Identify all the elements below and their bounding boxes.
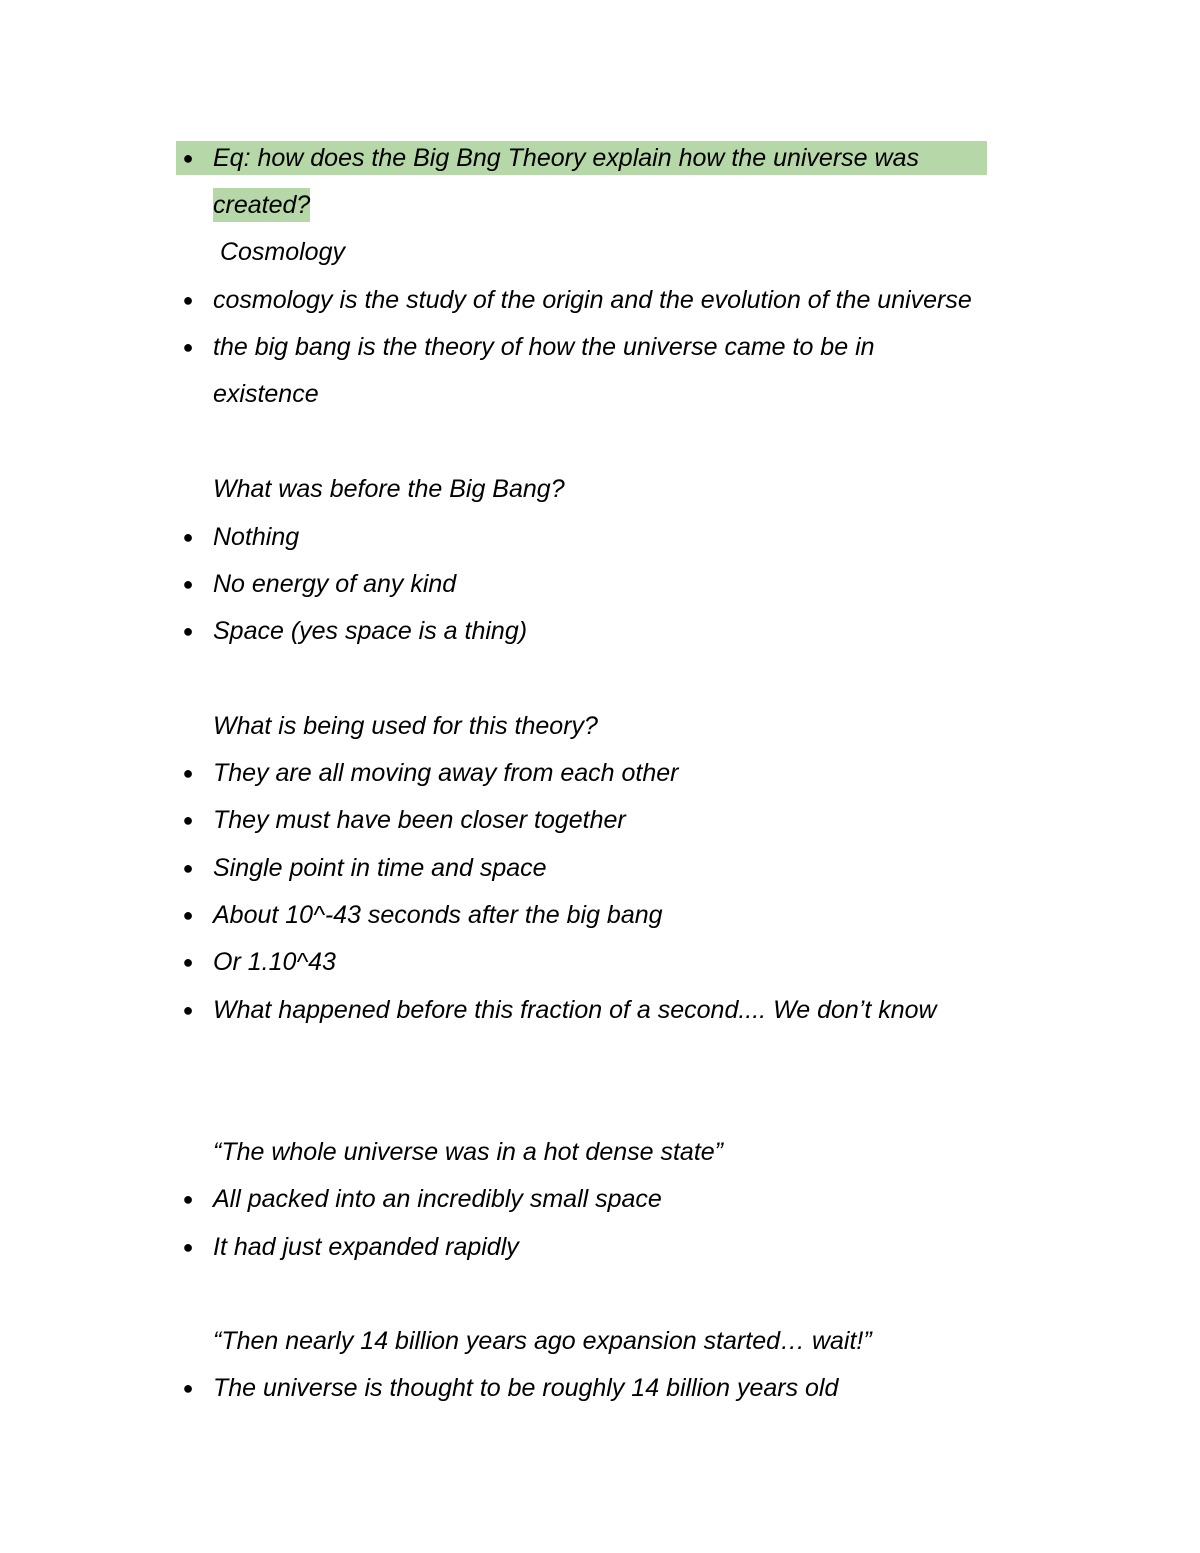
list-item-text: the big bang is the theory of how the universe came to be in [213, 333, 875, 361]
list-item-text: No energy of any kind [213, 570, 457, 598]
bullet-icon: ● [182, 1000, 194, 1020]
list-item-text: What happened before this fraction of a second.... We don’t know [213, 996, 937, 1024]
section-heading-text: What is being used for this theory? [213, 712, 598, 740]
bullet-icon: ● [182, 810, 194, 830]
section-heading-text: “Then nearly 14 billion years ago expansion started… wait!” [213, 1327, 872, 1355]
bullet-icon: ● [182, 574, 194, 594]
list-item-text: cosmology is the study of the origin and the evolution of the universe [213, 286, 972, 314]
list-item-text: About 10^-43 seconds after the big bang [213, 901, 663, 929]
section-heading-text: What was before the Big Bang? [213, 475, 565, 503]
bullet-icon: ● [182, 621, 194, 641]
bullet-icon: ● [182, 1378, 194, 1398]
list-item-text: Nothing [213, 523, 300, 551]
bullet-icon: ● [182, 1237, 194, 1257]
list-item-text: existence [213, 380, 319, 408]
list-item-text: It had just expanded rapidly [213, 1233, 519, 1261]
bullet-icon: ● [182, 858, 194, 878]
list-item-text: They must have been closer together [213, 806, 626, 834]
list-item-text: All packed into an incredibly small space [213, 1185, 662, 1213]
bullet-icon: ● [182, 1189, 194, 1209]
list-item-text: Single point in time and space [213, 854, 547, 882]
list-item-text: Or 1.10^43 [213, 948, 336, 976]
cosmology-heading-text: Cosmology [213, 238, 345, 266]
bullet-icon: ● [182, 905, 194, 925]
bullet-icon: ● [182, 763, 194, 783]
bullet-icon: ● [182, 527, 194, 547]
bullet-icon: ● [182, 148, 194, 168]
essential-question-continuation: created? [213, 188, 310, 222]
list-item-text: They are all moving away from each other [213, 759, 679, 787]
list-item-text: Space (yes space is a thing) [213, 617, 528, 645]
essential-question-text: Eq: how does the Big Bng Theory explain how the universe was [213, 144, 919, 172]
bullet-icon: ● [182, 337, 194, 357]
section-heading-text: “The whole universe was in a hot dense state” [213, 1138, 723, 1166]
list-item-text: The universe is thought to be roughly 14 billion years old [213, 1374, 839, 1402]
bullet-icon: ● [182, 290, 194, 310]
bullet-icon: ● [182, 952, 194, 972]
